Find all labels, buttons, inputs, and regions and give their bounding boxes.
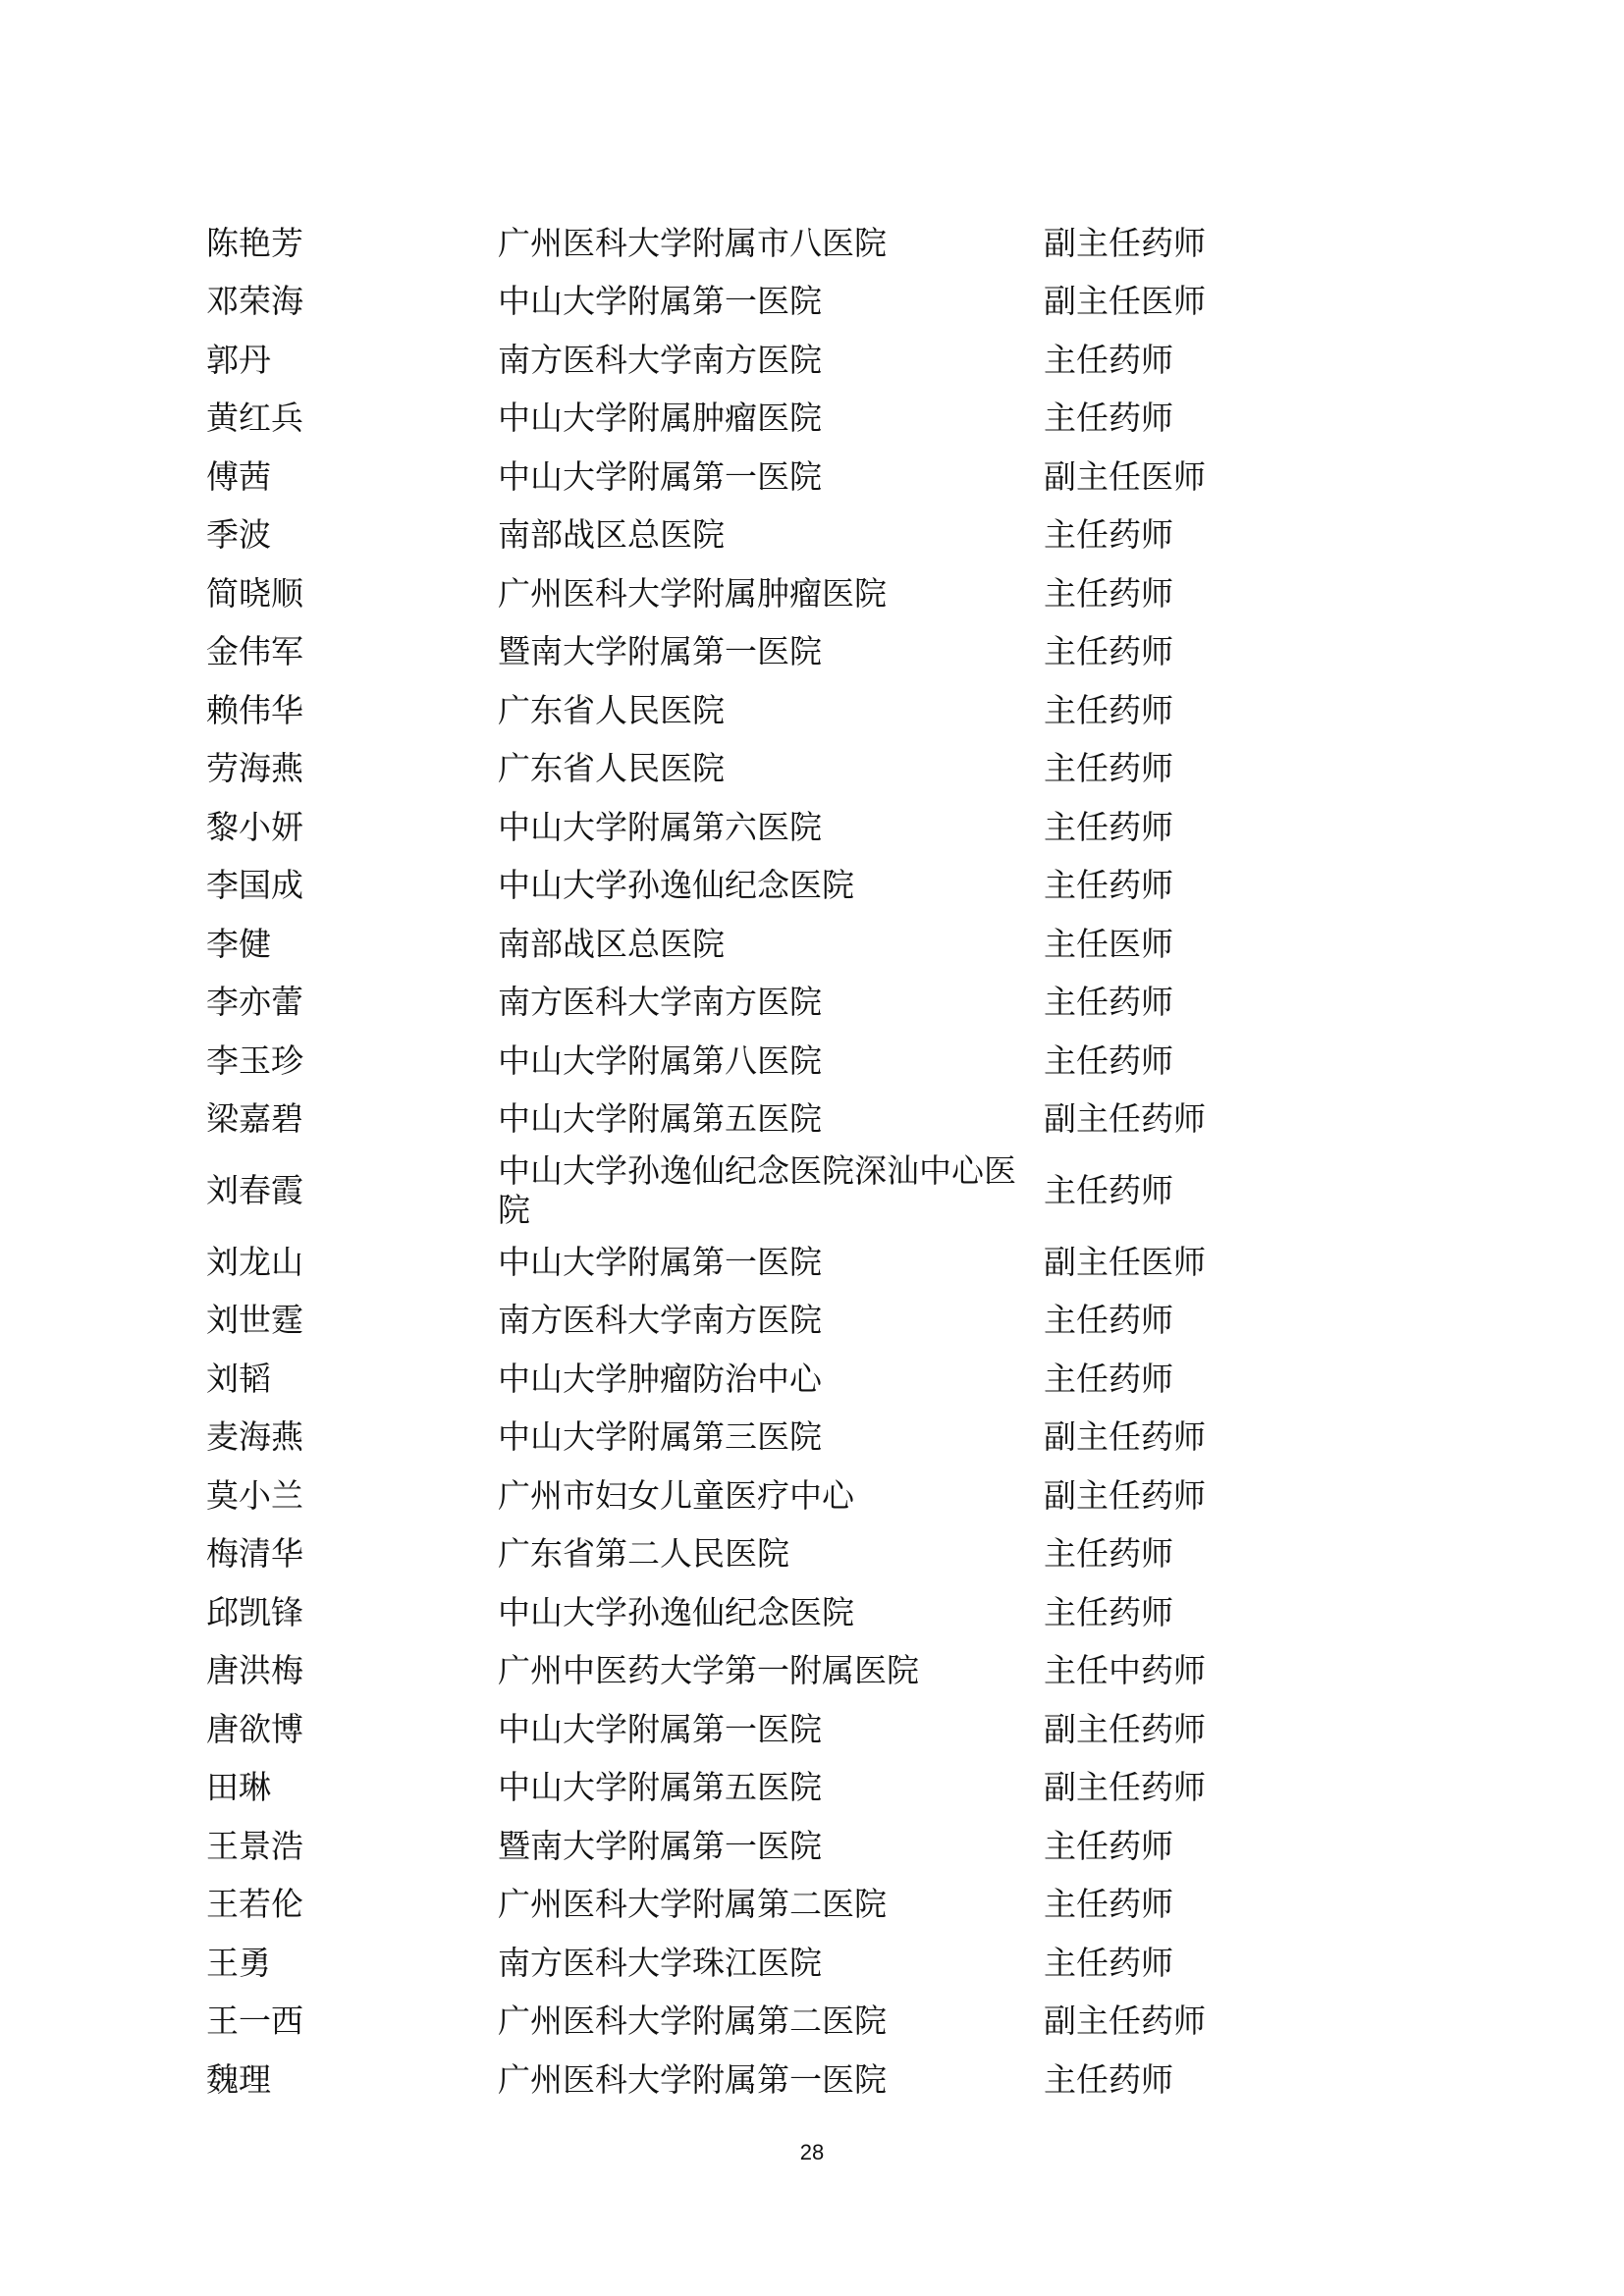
hospital-cell: 中山大学附属第一医院 — [498, 456, 822, 496]
table-row — [206, 1148, 1286, 1233]
title-cell: 副主任药师 — [1044, 1417, 1206, 1457]
title-cell: 主任药师 — [1044, 2059, 1173, 2099]
table-row — [206, 798, 1286, 857]
table-row — [206, 1233, 1286, 1292]
hospital-cell: 中山大学附属第五医院 — [498, 1768, 822, 1807]
name-cell: 刘龙山 — [206, 1242, 303, 1281]
hospital-cell: 中山大学附属第三医院 — [498, 1417, 822, 1457]
name-cell: 王一西 — [206, 2002, 303, 2041]
title-cell: 副主任药师 — [1044, 1768, 1206, 1807]
name-cell: 季波 — [206, 515, 271, 555]
name-cell: 王景浩 — [206, 1826, 303, 1865]
hospital-cell: 广州医科大学附属肿瘤医院 — [498, 573, 887, 613]
title-cell: 主任药师 — [1044, 749, 1173, 788]
table-row — [206, 1934, 1286, 1993]
hospital-cell: 广州医科大学附属市八医院 — [498, 223, 887, 262]
name-cell: 傅茜 — [206, 456, 271, 496]
name-cell: 田琳 — [206, 1768, 271, 1807]
name-cell: 梅清华 — [206, 1534, 303, 1574]
hospital-cell: 南方医科大学南方医院 — [498, 1301, 822, 1340]
hospital-cell: 广东省人民医院 — [498, 690, 725, 729]
table-row — [206, 214, 1286, 273]
name-cell: 劳海燕 — [206, 749, 303, 788]
hospital-cell: 中山大学附属第八医院 — [498, 1041, 822, 1080]
table-row — [206, 857, 1286, 916]
table-row — [206, 1642, 1286, 1701]
title-cell: 主任药师 — [1044, 1041, 1173, 1080]
title-cell: 副主任医师 — [1044, 1242, 1206, 1281]
hospital-cell: 南方医科大学南方医院 — [498, 983, 822, 1022]
table-row — [206, 448, 1286, 507]
title-cell: 主任医师 — [1044, 924, 1173, 963]
hospital-cell: 广州市妇女儿童医疗中心 — [498, 1475, 854, 1515]
hospital-cell: 中山大学附属第五医院 — [498, 1099, 822, 1139]
name-cell: 李玉珍 — [206, 1041, 303, 1080]
table-row — [206, 331, 1286, 390]
title-cell: 主任药师 — [1044, 1359, 1173, 1398]
name-cell: 简晓顺 — [206, 573, 303, 613]
table-row — [206, 1467, 1286, 1525]
table-row — [206, 1091, 1286, 1149]
hospital-cell: 广州医科大学附属第二医院 — [498, 2002, 887, 2041]
name-cell: 金伟军 — [206, 632, 303, 671]
table-row — [206, 2051, 1286, 2109]
table-row — [206, 273, 1286, 332]
hospital-cell: 中山大学孙逸仙纪念医院 — [498, 866, 854, 905]
hospital-cell: 中山大学孙逸仙纪念医院深汕中心医院 — [498, 1151, 1016, 1229]
table-row — [206, 1032, 1286, 1091]
name-cell: 黄红兵 — [206, 399, 303, 438]
hospital-cell: 中山大学附属第一医院 — [498, 1242, 822, 1281]
hospital-cell: 南方医科大学南方医院 — [498, 340, 822, 379]
hospital-cell: 中山大学附属第一医院 — [498, 1709, 822, 1748]
title-cell: 主任药师 — [1044, 1943, 1173, 1982]
page-number: 28 — [799, 2140, 825, 2164]
table-row — [206, 974, 1286, 1033]
name-cell: 刘世霆 — [206, 1301, 303, 1340]
hospital-cell: 南部战区总医院 — [498, 515, 725, 555]
table-row — [206, 1759, 1286, 1818]
name-cell: 唐洪梅 — [206, 1651, 303, 1690]
hospital-cell: 广州医科大学附属第一医院 — [498, 2059, 887, 2099]
table-row — [206, 623, 1286, 682]
name-cell: 邓荣海 — [206, 282, 303, 321]
name-cell: 李健 — [206, 924, 271, 963]
title-cell: 主任药师 — [1044, 1171, 1173, 1209]
name-cell: 王勇 — [206, 1943, 271, 1982]
title-cell: 主任药师 — [1044, 1534, 1173, 1574]
name-cell: 郭丹 — [206, 340, 271, 379]
title-cell: 主任药师 — [1044, 573, 1173, 613]
table-row — [206, 564, 1286, 623]
name-cell: 梁嘉碧 — [206, 1099, 303, 1139]
table-row — [206, 1817, 1286, 1876]
title-cell: 主任药师 — [1044, 515, 1173, 555]
table-row — [206, 915, 1286, 974]
table-row — [206, 507, 1286, 565]
title-cell: 副主任药师 — [1044, 1475, 1206, 1515]
title-cell: 主任药师 — [1044, 632, 1173, 671]
name-cell: 李亦蕾 — [206, 983, 303, 1022]
title-cell: 主任药师 — [1044, 866, 1173, 905]
hospital-cell: 暨南大学附属第一医院 — [498, 1826, 822, 1865]
table-row — [206, 1525, 1286, 1584]
title-cell: 副主任医师 — [1044, 282, 1206, 321]
hospital-cell: 南方医科大学珠江医院 — [498, 1943, 822, 1982]
title-cell: 副主任医师 — [1044, 456, 1206, 496]
title-cell: 主任药师 — [1044, 1826, 1173, 1865]
name-cell: 黎小妍 — [206, 807, 303, 846]
table-row — [206, 1350, 1286, 1409]
name-cell: 麦海燕 — [206, 1417, 303, 1457]
hospital-cell: 广东省第二人民医院 — [498, 1534, 789, 1574]
title-cell: 主任中药师 — [1044, 1651, 1206, 1690]
table-row — [206, 681, 1286, 740]
hospital-cell: 暨南大学附属第一医院 — [498, 632, 822, 671]
table-row — [206, 1993, 1286, 2052]
name-cell: 李国成 — [206, 866, 303, 905]
name-cell: 王若伦 — [206, 1885, 303, 1924]
table-row — [206, 1409, 1286, 1468]
hospital-cell: 中山大学附属第六医院 — [498, 807, 822, 846]
expert-list-table — [206, 214, 1286, 2109]
hospital-cell: 广州中医药大学第一附属医院 — [498, 1651, 919, 1690]
title-cell: 主任药师 — [1044, 399, 1173, 438]
title-cell: 副主任药师 — [1044, 2002, 1206, 2041]
title-cell: 主任药师 — [1044, 1592, 1173, 1631]
title-cell: 主任药师 — [1044, 983, 1173, 1022]
title-cell: 主任药师 — [1044, 1885, 1173, 1924]
hospital-cell: 南部战区总医院 — [498, 924, 725, 963]
title-cell: 副主任药师 — [1044, 223, 1206, 262]
title-cell: 副主任药师 — [1044, 1099, 1206, 1139]
title-cell: 主任药师 — [1044, 690, 1173, 729]
table-row — [206, 1700, 1286, 1759]
name-cell: 刘春霞 — [206, 1171, 303, 1209]
name-cell: 魏理 — [206, 2059, 271, 2099]
name-cell: 陈艳芳 — [206, 223, 303, 262]
name-cell: 莫小兰 — [206, 1475, 303, 1515]
title-cell: 主任药师 — [1044, 807, 1173, 846]
name-cell: 赖伟华 — [206, 690, 303, 729]
hospital-cell: 广州医科大学附属第二医院 — [498, 1885, 887, 1924]
name-cell: 刘韬 — [206, 1359, 271, 1398]
title-cell: 主任药师 — [1044, 340, 1173, 379]
hospital-cell: 中山大学附属肿瘤医院 — [498, 399, 822, 438]
hospital-cell: 广东省人民医院 — [498, 749, 725, 788]
hospital-cell: 中山大学附属第一医院 — [498, 282, 822, 321]
table-row — [206, 1876, 1286, 1935]
title-cell: 副主任药师 — [1044, 1709, 1206, 1748]
table-row — [206, 1292, 1286, 1351]
title-cell: 主任药师 — [1044, 1301, 1173, 1340]
table-row — [206, 740, 1286, 799]
table-row — [206, 1583, 1286, 1642]
hospital-cell: 中山大学肿瘤防治中心 — [498, 1359, 822, 1398]
name-cell: 邱凯锋 — [206, 1592, 303, 1631]
name-cell: 唐欲博 — [206, 1709, 303, 1748]
hospital-cell: 中山大学孙逸仙纪念医院 — [498, 1592, 854, 1631]
table-row — [206, 390, 1286, 449]
